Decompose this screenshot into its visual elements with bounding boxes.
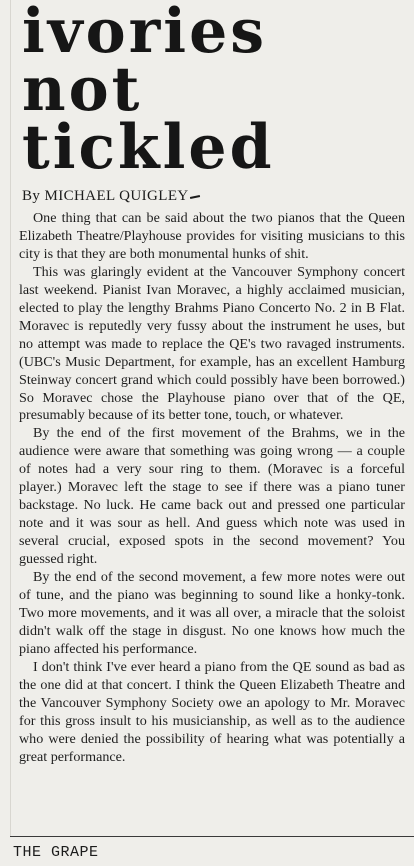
byline bbox=[22, 188, 200, 205]
column-edge bbox=[10, 0, 11, 836]
paragraph: By the end of the first movement of the Brahms, we in the audience were aware that something was going wrong — a couple of notes had a very sour ring to them. (Moravec is a forceful player.) Moravec left the stage to see if there was a piano tuner backstage. No luck. He came back out and pressed one particular note and it was sour as hell. And guess which note was used in several crucial, exposed spots in the second movement? You guessed right. bbox=[19, 425, 405, 568]
paragraph: This was glaringly evident at the Vancouver Symphony concert last weekend. Pianist Ivan Moravec, a highly acclaimed musician, elected to play the lengthy Brahms Piano Concerto No. 2 in B Flat. Moravec is reputedly very fussy about the instrument he uses, but no attempt was made to replace the QE's two ravaged instruments. (UBC's Music Department, for example, has an excellent Hamburg Steinway concert grand which could possibly have been borrowed.) So Moravec chose the Playhouse piano over that of the QE, presumably because of its better tone, touch, or whatever. bbox=[19, 263, 405, 424]
signature-flourish bbox=[190, 195, 200, 199]
publication-name: THE GRAPE bbox=[13, 844, 99, 861]
byline-text: By MICHAEL QUIGLEY bbox=[22, 188, 189, 204]
headline-line-2: not bbox=[22, 53, 143, 126]
paragraph: I don't think I've ever heard a piano from the QE sound as bad as the one did at that concert. I think the Queen Elizabeth Theatre and the Vancouver Symphony Society owe an apology to Mr. Moravec for this gross insult to his musicianship, as well as to the audience who were denied the possibility of hearing what was potentially a great performance. bbox=[19, 658, 405, 765]
headline-line-3: tickled bbox=[22, 111, 275, 184]
footer-divider bbox=[10, 836, 414, 837]
headline bbox=[22, 0, 392, 184]
paragraph: By the end of the second movement, a few more notes were out of tune, and the piano was beginning to sound like a honky-tonk. Two more movements, and it was all over, a miracle that the soloist didn't walk off the stage in disgust. No one knows how much the piano affected his performance. bbox=[19, 569, 405, 657]
article-body bbox=[19, 210, 405, 767]
paragraph: One thing that can be said about the two pianos that the Queen Elizabeth Theatre/Playhouse provides for visiting musicians to this city is that they are both monumental hunks of shit. bbox=[19, 210, 405, 262]
headline-line-1: ivories bbox=[22, 0, 268, 68]
